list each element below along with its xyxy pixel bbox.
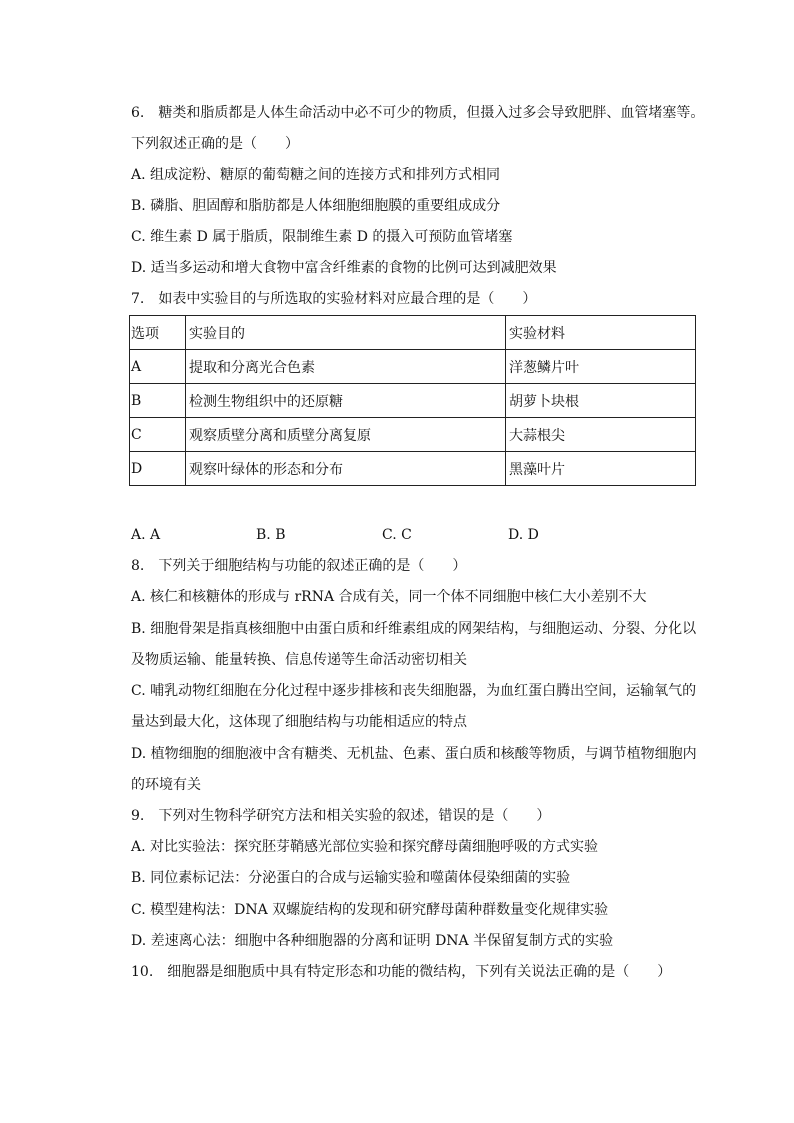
q6-stem-line2: 下列叙述正确的是（ ）	[131, 136, 299, 152]
q7-option-b: B. B	[256, 527, 286, 543]
table-cell: D	[130, 452, 186, 486]
q9-option-b: B. 同位素标记法：分泌蛋白的合成与运输实验和噬菌体侵染细菌的实验	[131, 870, 571, 886]
q7-option-c: C. C	[382, 527, 412, 543]
table-cell: C	[130, 418, 186, 452]
table-row	[130, 384, 696, 418]
table-cell: 观察叶绿体的形态和分布	[186, 452, 506, 486]
table-row	[130, 350, 696, 384]
table-row	[130, 418, 696, 452]
q7-option-d: D. D	[508, 527, 539, 543]
table-cell: 胡萝卜块根	[506, 384, 696, 418]
q8-option-b-line1: B. 细胞骨架是指真核细胞中由蛋白质和纤维素组成的网架结构，与细胞运动、分裂、分化以	[131, 621, 697, 637]
table-cell: 检测生物组织中的还原糖	[186, 384, 506, 418]
table-cell: 洋葱鳞片叶	[506, 350, 696, 384]
table-cell: B	[130, 384, 186, 418]
table-cell: 观察质壁分离和质壁分离复原	[186, 418, 506, 452]
q9-option-d: D. 差速离心法：细胞中各种细胞器的分离和证明 DNA 半保留复制方式的实验	[131, 933, 614, 949]
q9-option-c: C. 模型建构法：DNA 双螺旋结构的发现和研究酵母菌种群数量变化规律实验	[131, 902, 609, 918]
q8-option-d-line1: D. 植物细胞的细胞液中含有糖类、无机盐、色素、蛋白质和核酸等物质，与调节植物细胞内	[131, 746, 697, 762]
table-cell: A	[130, 350, 186, 384]
q6-stem-line1: 6. 糖类和脂质都是人体生命活动中必不可少的物质，但摄入过多会导致肥胖、血管堵塞等。	[131, 105, 705, 121]
q6-option-b: B. 磷脂、胆固醇和脂肪都是人体细胞细胞膜的重要组成成分	[131, 198, 501, 214]
table-header-cell: 实验材料	[506, 316, 696, 350]
table-header-row	[130, 316, 696, 350]
q7-option-a: A. A	[131, 527, 161, 543]
q9-option-a: A. 对比实验法：探究胚芽鞘感光部位实验和探究酵母菌细胞呼吸的方式实验	[131, 839, 599, 855]
q6-option-d: D. 适当多运动和增大食物中富含纤维素的食物的比例可达到减肥效果	[131, 260, 557, 276]
table-cell: 提取和分离光合色素	[186, 350, 506, 384]
table-cell: 黑藻叶片	[506, 452, 696, 486]
table-header-cell: 选项	[130, 316, 186, 350]
table-header-cell: 实验目的	[186, 316, 506, 350]
q7-stem: 7. 如表中实验目的与所选取的实验材料对应最合理的是（ ）	[131, 291, 537, 307]
q7-experiment-table	[129, 315, 696, 486]
q8-stem: 8. 下列关于细胞结构与功能的叙述正确的是（ ）	[131, 558, 467, 574]
q8-option-c-line1: C. 哺乳动物红细胞在分化过程中逐步排核和丧失细胞器，为血红蛋白腾出空间，运输氧气的	[131, 683, 697, 699]
table-cell: 大蒜根尖	[506, 418, 696, 452]
q8-option-d-line2: 的环境有关	[131, 777, 201, 793]
q6-option-a: A. 组成淀粉、糖原的葡萄糖之间的连接方式和排列方式相同	[131, 167, 501, 183]
q10-stem: 10. 细胞器是细胞质中具有特定形态和功能的微结构，下列有关说法正确的是（ ）	[131, 964, 672, 980]
q6-option-c: C. 维生素 D 属于脂质，限制维生素 D 的摄入可预防血管堵塞	[131, 229, 513, 245]
q8-option-b-line2: 及物质运输、能量转换、信息传递等生命活动密切相关	[131, 652, 467, 668]
q8-option-a: A. 核仁和核糖体的形成与 rRNA 合成有关，同一个体不同细胞中核仁大小差别不大	[131, 589, 647, 605]
q8-option-c-line2: 量达到最大化，这体现了细胞结构与功能相适应的特点	[131, 714, 467, 730]
q9-stem: 9. 下列对生物科学研究方法和相关实验的叙述，错误的是（ ）	[131, 808, 551, 824]
table-row	[130, 452, 696, 486]
